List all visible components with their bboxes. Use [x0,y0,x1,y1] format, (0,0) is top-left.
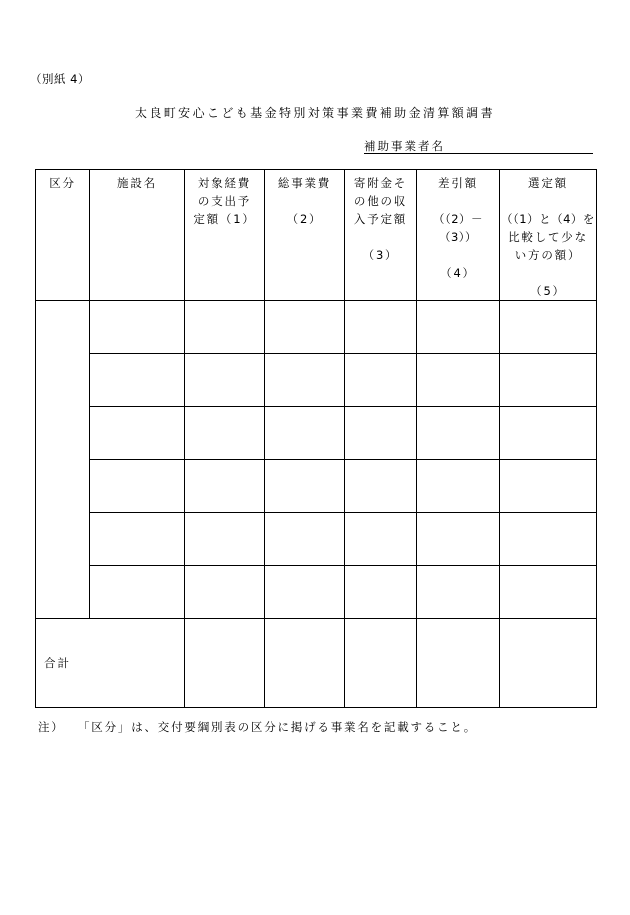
total-cost-cell[interactable] [265,301,345,354]
target-cost-cell[interactable] [185,460,265,513]
attachment-label: （別紙 4） [30,72,90,86]
target-cost-cell[interactable] [185,354,265,407]
total-label: 合計 [36,619,185,708]
difference-cell[interactable] [417,513,500,566]
difference-cell[interactable] [417,566,500,619]
selected-cell[interactable] [500,513,597,566]
target-cost-cell[interactable] [185,566,265,619]
total-cost-cell[interactable] [265,407,345,460]
document-title: 太良町安心こども基金特別対策事業費補助金清算額調書 [134,106,495,120]
header-facility: 施設名 [90,170,185,301]
total-cost-cell[interactable] [265,460,345,513]
donation-cell[interactable] [345,566,417,619]
header-row [36,170,597,301]
selected-cell[interactable] [500,460,597,513]
donation-cell[interactable] [345,301,417,354]
header-total-cost: 総事業費 （2） [265,170,345,301]
total-row [36,619,597,708]
total-donation-cell[interactable] [345,619,417,708]
total-cost-cell[interactable] [265,566,345,619]
settlement-table [35,169,597,708]
difference-cell[interactable] [417,460,500,513]
donation-cell[interactable] [345,460,417,513]
footnote-text: 「区分」は、交付要綱別表の区分に掲げる事業名を記載すること。 [78,720,477,734]
facility-cell[interactable] [90,354,185,407]
selected-cell[interactable] [500,354,597,407]
donation-cell[interactable] [345,513,417,566]
table-row [36,460,597,513]
header-difference: 差引額 （（2）－（3）） （4） [417,170,500,301]
total-difference-cell[interactable] [417,619,500,708]
business-name-input-line[interactable] [364,153,593,154]
target-cost-cell[interactable] [185,407,265,460]
facility-cell[interactable] [90,513,185,566]
selected-cell[interactable] [500,407,597,460]
total-cost-cell[interactable] [265,513,345,566]
category-cell[interactable] [36,301,90,619]
header-selected: 選定額 （（1）と（4）を 比較して少な い方の額） （5） [500,170,597,301]
footnote-label: 注） [38,720,65,734]
total-selected-cell[interactable] [500,619,597,708]
facility-cell[interactable] [90,407,185,460]
table-row [36,407,597,460]
difference-cell[interactable] [417,407,500,460]
selected-cell[interactable] [500,566,597,619]
target-cost-cell[interactable] [185,301,265,354]
table-row [36,354,597,407]
table-row [36,513,597,566]
facility-cell[interactable] [90,301,185,354]
target-cost-cell[interactable] [185,513,265,566]
facility-cell[interactable] [90,460,185,513]
facility-cell[interactable] [90,566,185,619]
table-row [36,301,597,354]
donation-cell[interactable] [345,407,417,460]
footnote [38,719,477,735]
donation-cell[interactable] [345,354,417,407]
selected-cell[interactable] [500,301,597,354]
difference-cell[interactable] [417,354,500,407]
header-target-cost: 対象経費 の支出予 定額（1） [185,170,265,301]
total-target-cost-cell[interactable] [185,619,265,708]
header-donation: 寄附金そ の他の収 入予定額 （3） [345,170,417,301]
difference-cell[interactable] [417,301,500,354]
business-name-label: 補助事業者名 [364,139,445,153]
table-row [36,566,597,619]
total-total-cost-cell[interactable] [265,619,345,708]
header-category: 区分 [36,170,90,301]
total-cost-cell[interactable] [265,354,345,407]
